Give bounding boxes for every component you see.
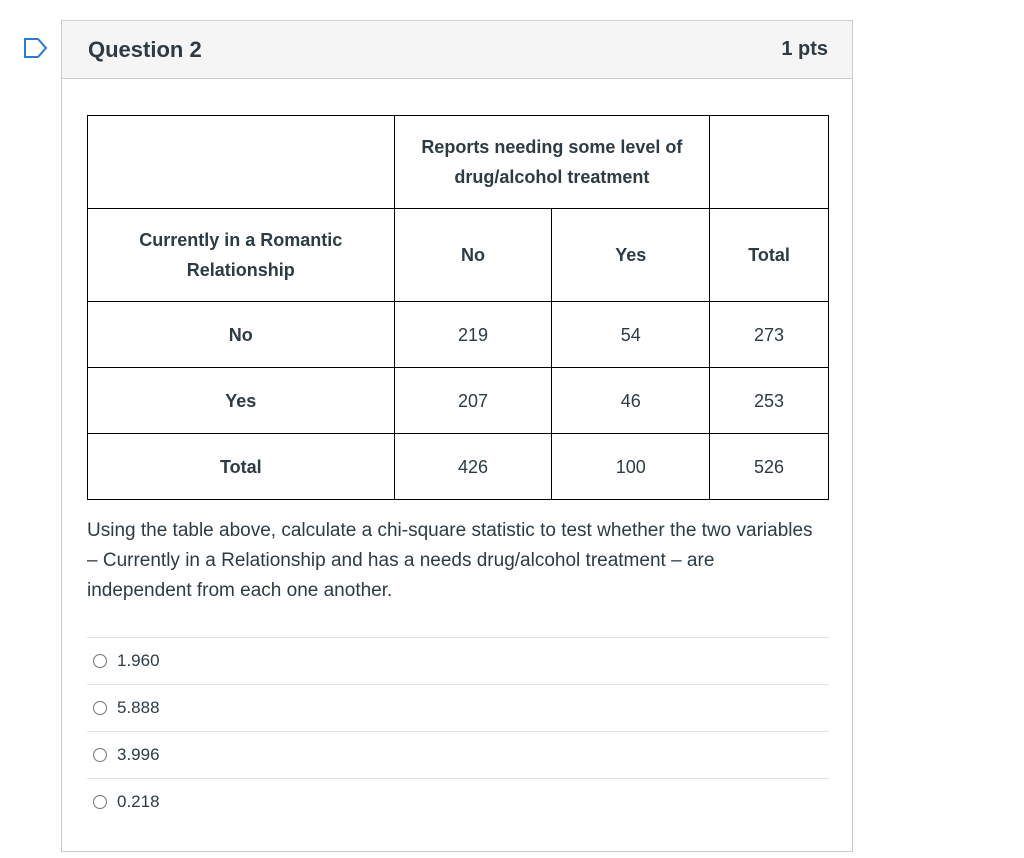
table-row <box>88 302 829 368</box>
column-header: Total <box>710 209 829 302</box>
answer-option[interactable] <box>87 731 829 778</box>
flag-question-icon[interactable] <box>24 38 48 58</box>
row-group-header: Currently in a Romantic Relationship <box>88 209 395 302</box>
answer-label: 5.888 <box>117 698 160 717</box>
row-label: No <box>88 302 395 368</box>
answer-label: 3.996 <box>117 745 160 764</box>
answer-list <box>87 637 829 825</box>
table-cell: 426 <box>394 434 552 500</box>
radio-button-icon[interactable] <box>93 795 107 809</box>
question-points: 1 pts <box>781 38 828 60</box>
row-label: Yes <box>88 368 395 434</box>
table-corner-cell <box>88 116 395 209</box>
row-label: Total <box>88 434 395 500</box>
table-empty-cell <box>710 116 829 209</box>
table-header-row <box>88 116 829 209</box>
table-row <box>88 434 829 500</box>
table-cell: 54 <box>552 302 710 368</box>
table-cell: 219 <box>394 302 552 368</box>
answer-label: 0.218 <box>117 792 160 811</box>
radio-button-icon[interactable] <box>93 654 107 668</box>
table-row <box>88 368 829 434</box>
answer-option[interactable] <box>87 778 829 825</box>
column-header: No <box>394 209 552 302</box>
question-header <box>62 21 852 79</box>
table-cell: 273 <box>710 302 829 368</box>
column-header: Yes <box>552 209 710 302</box>
question-card <box>61 20 853 852</box>
radio-button-icon[interactable] <box>93 748 107 762</box>
radio-button-icon[interactable] <box>93 701 107 715</box>
table-cell: 526 <box>710 434 829 500</box>
table-subheader-row <box>88 209 829 302</box>
table-cell: 100 <box>552 434 710 500</box>
answer-option[interactable] <box>87 684 829 731</box>
answer-option[interactable] <box>87 637 829 684</box>
question-body <box>62 79 852 825</box>
table-cell: 253 <box>710 368 829 434</box>
answer-label: 1.960 <box>117 651 160 670</box>
contingency-table <box>87 115 829 500</box>
question-title: Question 2 <box>88 36 202 62</box>
table-cell: 207 <box>394 368 552 434</box>
question-prompt: Using the table above, calculate a chi-square statistic to test whether the two variables – Currently in a Relationship and has a needs drug/alcohol treatment – are independent from each one another. <box>87 520 813 601</box>
column-group-header: Reports needing some level of drug/alcohol treatment <box>394 116 710 209</box>
table-cell: 46 <box>552 368 710 434</box>
